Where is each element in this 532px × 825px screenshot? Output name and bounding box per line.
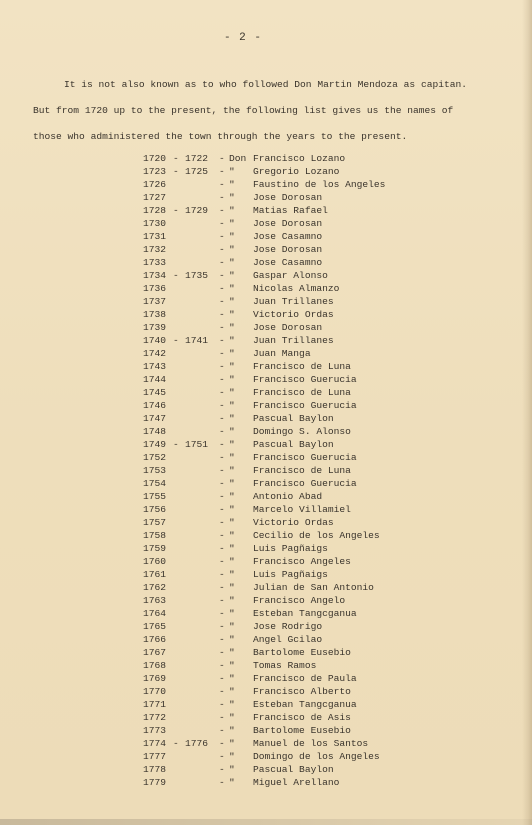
entry-separator: - <box>219 179 225 190</box>
administrator-name: Luis Pagñaigs <box>253 569 328 580</box>
honorific: " <box>229 543 235 554</box>
honorific: " <box>229 673 235 684</box>
entry-separator: - <box>219 673 225 684</box>
list-item <box>143 360 473 373</box>
list-item <box>143 477 473 490</box>
honorific: " <box>229 504 235 515</box>
administrator-name: Nicolas Almanzo <box>253 283 340 294</box>
administrator-name: Francisco de Luna <box>253 465 351 476</box>
paper-edge-shadow <box>522 0 532 825</box>
administrator-name: Jose Dorosan <box>253 244 323 255</box>
entry-separator: - <box>219 270 225 281</box>
list-item <box>143 464 473 477</box>
honorific: " <box>229 426 235 437</box>
honorific: " <box>229 647 235 658</box>
term-start-year: 1723 <box>143 166 167 177</box>
list-item <box>143 230 473 243</box>
administrator-name: Pascual Baylon <box>253 413 334 424</box>
administrator-name: Gaspar Alonso <box>253 270 328 281</box>
term-end-year: 1776 <box>185 738 209 749</box>
entry-separator: - <box>219 595 225 606</box>
honorific: " <box>229 660 235 671</box>
administrator-name: Domingo S. Alonso <box>253 426 351 437</box>
term-start-year: 1734 <box>143 270 167 281</box>
term-end-year: 1729 <box>185 205 209 216</box>
term-start-year: 1773 <box>143 725 167 736</box>
administrator-name: Juan Trillanes <box>253 296 334 307</box>
administrator-name: Angel Gcilao <box>253 634 323 645</box>
entry-separator: - <box>219 699 225 710</box>
honorific: " <box>229 491 235 502</box>
administrator-name: Francisco Guerucia <box>253 452 357 463</box>
administrator-name: Domingo de los Angeles <box>253 751 380 762</box>
list-item <box>143 425 473 438</box>
list-item <box>143 373 473 386</box>
honorific: " <box>229 595 235 606</box>
page-number: - 2 - <box>223 32 262 44</box>
list-item <box>143 191 473 204</box>
list-item <box>143 386 473 399</box>
entry-separator: - <box>219 725 225 736</box>
term-start-year: 1730 <box>143 218 167 229</box>
administrator-name: Juan Manga <box>253 348 311 359</box>
list-item <box>143 737 473 750</box>
list-item <box>143 763 473 776</box>
term-start-year: 1768 <box>143 660 167 671</box>
term-start-year: 1771 <box>143 699 167 710</box>
entry-separator: - <box>219 569 225 580</box>
term-start-year: 1770 <box>143 686 167 697</box>
entry-separator: - <box>219 504 225 515</box>
administrator-name: Cecilio de los Angeles <box>253 530 380 541</box>
honorific: " <box>229 413 235 424</box>
administrator-name: Faustino de los Angeles <box>253 179 386 190</box>
entry-separator: - <box>219 361 225 372</box>
honorific: " <box>229 309 235 320</box>
administrator-name: Francisco de Luna <box>253 361 351 372</box>
honorific: " <box>229 205 235 216</box>
term-start-year: 1743 <box>143 361 167 372</box>
term-start-year: 1767 <box>143 647 167 658</box>
term-start-year: 1737 <box>143 296 167 307</box>
term-start-year: 1747 <box>143 413 167 424</box>
administrator-name: Pascual Baylon <box>253 439 334 450</box>
term-start-year: 1745 <box>143 387 167 398</box>
honorific: " <box>229 738 235 749</box>
term-start-year: 1749 <box>143 439 167 450</box>
entry-separator: - <box>219 738 225 749</box>
administrator-name: Jose Casamno <box>253 231 323 242</box>
administrator-name: Francisco de Asis <box>253 712 351 723</box>
term-start-year: 1769 <box>143 673 167 684</box>
list-item <box>143 724 473 737</box>
administrator-name: Pascual Baylon <box>253 764 334 775</box>
term-start-year: 1760 <box>143 556 167 567</box>
list-item <box>143 243 473 256</box>
honorific: " <box>229 166 235 177</box>
entry-separator: - <box>219 452 225 463</box>
term-range-dash: - <box>173 439 179 450</box>
honorific: " <box>229 283 235 294</box>
honorific: " <box>229 556 235 567</box>
term-start-year: 1728 <box>143 205 167 216</box>
administrator-name: Francisco Guerucia <box>253 478 357 489</box>
list-item <box>143 490 473 503</box>
term-start-year: 1744 <box>143 374 167 385</box>
honorific: " <box>229 751 235 762</box>
entry-separator: - <box>219 764 225 775</box>
intro-line: those who administered the town through the years to the present. <box>33 131 408 142</box>
entry-separator: - <box>219 556 225 567</box>
term-start-year: 1726 <box>143 179 167 190</box>
honorific: " <box>229 361 235 372</box>
term-start-year: 1742 <box>143 348 167 359</box>
list-item <box>143 555 473 568</box>
list-item <box>143 776 473 789</box>
administrator-name: Francisco Guerucia <box>253 400 357 411</box>
administrator-name: Miguel Arellano <box>253 777 340 788</box>
entry-separator: - <box>219 205 225 216</box>
term-start-year: 1754 <box>143 478 167 489</box>
administrator-name: Manuel de los Santos <box>253 738 369 749</box>
term-end-year: 1751 <box>185 439 209 450</box>
term-start-year: 1738 <box>143 309 167 320</box>
list-item <box>143 399 473 412</box>
honorific: " <box>229 179 235 190</box>
list-item <box>143 451 473 464</box>
honorific: " <box>229 322 235 333</box>
administrator-name: Jose Dorosan <box>253 192 323 203</box>
administrator-name: Juan Trillanes <box>253 335 334 346</box>
honorific: " <box>229 192 235 203</box>
entry-separator: - <box>219 543 225 554</box>
intro-line: It is not also known as to who followed Don Martin Mendoza as capitan. <box>64 79 468 90</box>
administrator-name: Francisco Angeles <box>253 556 351 567</box>
term-start-year: 1774 <box>143 738 167 749</box>
honorific: " <box>229 582 235 593</box>
administrator-name: Esteban Tangcganua <box>253 699 357 710</box>
administrator-name: Francisco de Luna <box>253 387 351 398</box>
list-item <box>143 568 473 581</box>
entry-separator: - <box>219 218 225 229</box>
intro-paragraph <box>33 72 503 150</box>
term-start-year: 1765 <box>143 621 167 632</box>
honorific: " <box>229 530 235 541</box>
honorific: " <box>229 218 235 229</box>
honorific: " <box>229 517 235 528</box>
entry-separator: - <box>219 335 225 346</box>
list-item <box>143 516 473 529</box>
list-item <box>143 594 473 607</box>
term-range-dash: - <box>173 205 179 216</box>
administrator-name: Tomas Ramos <box>253 660 317 671</box>
administrator-name: Antonio Abad <box>253 491 323 502</box>
list-item <box>143 750 473 763</box>
administrator-name: Julian de San Antonio <box>253 582 374 593</box>
honorific: " <box>229 621 235 632</box>
list-item <box>143 633 473 646</box>
administrator-name: Francisco Guerucia <box>253 374 357 385</box>
term-start-year: 1740 <box>143 335 167 346</box>
term-start-year: 1772 <box>143 712 167 723</box>
honorific: " <box>229 244 235 255</box>
list-item <box>143 659 473 672</box>
entry-separator: - <box>219 400 225 411</box>
entry-separator: - <box>219 634 225 645</box>
entry-separator: - <box>219 348 225 359</box>
entry-separator: - <box>219 478 225 489</box>
honorific: " <box>229 270 235 281</box>
administrator-name: Victorio Ordas <box>253 309 334 320</box>
list-item <box>143 698 473 711</box>
honorific: " <box>229 634 235 645</box>
entry-separator: - <box>219 244 225 255</box>
list-item <box>143 256 473 269</box>
list-item <box>143 334 473 347</box>
term-end-year: 1722 <box>185 153 209 164</box>
honorific: " <box>229 400 235 411</box>
term-start-year: 1756 <box>143 504 167 515</box>
list-item <box>143 503 473 516</box>
entry-separator: - <box>219 491 225 502</box>
honorific: " <box>229 712 235 723</box>
honorific: " <box>229 348 235 359</box>
entry-separator: - <box>219 751 225 762</box>
honorific: " <box>229 374 235 385</box>
list-item <box>143 178 473 191</box>
term-start-year: 1720 <box>143 153 167 164</box>
list-item <box>143 282 473 295</box>
list-item <box>143 542 473 555</box>
list-item <box>143 711 473 724</box>
honorific: " <box>229 231 235 242</box>
list-item <box>143 321 473 334</box>
honorific: " <box>229 439 235 450</box>
honorific: " <box>229 387 235 398</box>
honorific: " <box>229 725 235 736</box>
term-start-year: 1777 <box>143 751 167 762</box>
entry-separator: - <box>219 296 225 307</box>
honorific: " <box>229 764 235 775</box>
administrator-name: Jose Rodrigo <box>253 621 323 632</box>
term-range-dash: - <box>173 335 179 346</box>
honorific: " <box>229 335 235 346</box>
administrator-name: Victorio Ordas <box>253 517 334 528</box>
entry-separator: - <box>219 283 225 294</box>
entry-separator: - <box>219 309 225 320</box>
administrator-name: Francisco Angelo <box>253 595 346 606</box>
administrator-name: Luis Pagñaigs <box>253 543 328 554</box>
honorific: " <box>229 686 235 697</box>
entry-separator: - <box>219 621 225 632</box>
intro-line: But from 1720 up to the present, the following list gives us the names of <box>33 105 454 116</box>
term-start-year: 1757 <box>143 517 167 528</box>
honorific: " <box>229 777 235 788</box>
administrator-name: Matias Rafael <box>253 205 328 216</box>
administrator-name: Gregorio Lozano <box>253 166 340 177</box>
list-item <box>143 412 473 425</box>
term-start-year: 1748 <box>143 426 167 437</box>
list-item <box>143 438 473 451</box>
list-item <box>143 152 473 165</box>
term-start-year: 1758 <box>143 530 167 541</box>
honorific: " <box>229 608 235 619</box>
term-start-year: 1778 <box>143 764 167 775</box>
term-start-year: 1746 <box>143 400 167 411</box>
entry-separator: - <box>219 374 225 385</box>
entry-separator: - <box>219 777 225 788</box>
term-range-dash: - <box>173 153 179 164</box>
list-item <box>143 308 473 321</box>
term-start-year: 1739 <box>143 322 167 333</box>
entry-separator: - <box>219 231 225 242</box>
list-item <box>143 165 473 178</box>
term-end-year: 1735 <box>185 270 209 281</box>
entry-separator: - <box>219 517 225 528</box>
honorific: " <box>229 296 235 307</box>
entry-separator: - <box>219 660 225 671</box>
term-start-year: 1761 <box>143 569 167 580</box>
term-start-year: 1731 <box>143 231 167 242</box>
list-item <box>143 646 473 659</box>
entry-separator: - <box>219 426 225 437</box>
term-start-year: 1779 <box>143 777 167 788</box>
administrator-name: Francisco Lozano <box>253 153 346 164</box>
entry-separator: - <box>219 166 225 177</box>
entry-separator: - <box>219 647 225 658</box>
term-start-year: 1727 <box>143 192 167 203</box>
entry-separator: - <box>219 608 225 619</box>
entry-separator: - <box>219 686 225 697</box>
administrator-name: Esteban Tangcganua <box>253 608 357 619</box>
entry-separator: - <box>219 387 225 398</box>
honorific: Don <box>229 153 247 164</box>
term-start-year: 1766 <box>143 634 167 645</box>
list-item <box>143 620 473 633</box>
scan-bottom-edge <box>0 819 532 825</box>
entry-separator: - <box>219 582 225 593</box>
list-item <box>143 529 473 542</box>
term-range-dash: - <box>173 166 179 177</box>
administrator-name: Jose Dorosan <box>253 322 323 333</box>
administrator-name: Jose Casamno <box>253 257 323 268</box>
entry-separator: - <box>219 413 225 424</box>
entry-separator: - <box>219 257 225 268</box>
honorific: " <box>229 257 235 268</box>
entry-separator: - <box>219 153 225 164</box>
honorific: " <box>229 699 235 710</box>
list-item <box>143 269 473 282</box>
term-range-dash: - <box>173 270 179 281</box>
list-item <box>143 204 473 217</box>
entry-separator: - <box>219 439 225 450</box>
entry-separator: - <box>219 465 225 476</box>
term-start-year: 1753 <box>143 465 167 476</box>
list-item <box>143 217 473 230</box>
term-start-year: 1732 <box>143 244 167 255</box>
term-range-dash: - <box>173 738 179 749</box>
term-end-year: 1725 <box>185 166 209 177</box>
entry-separator: - <box>219 192 225 203</box>
term-start-year: 1736 <box>143 283 167 294</box>
administrator-list <box>143 152 473 789</box>
administrator-name: Bartolome Eusebio <box>253 725 351 736</box>
term-start-year: 1762 <box>143 582 167 593</box>
administrator-name: Bartolome Eusebio <box>253 647 351 658</box>
honorific: " <box>229 452 235 463</box>
administrator-name: Marcelo Villamiel <box>253 504 351 515</box>
honorific: " <box>229 465 235 476</box>
administrator-name: Francisco de Paula <box>253 673 357 684</box>
honorific: " <box>229 569 235 580</box>
list-item <box>143 607 473 620</box>
honorific: " <box>229 478 235 489</box>
administrator-name: Jose Dorosan <box>253 218 323 229</box>
term-start-year: 1755 <box>143 491 167 502</box>
entry-separator: - <box>219 712 225 723</box>
entry-separator: - <box>219 322 225 333</box>
list-item <box>143 685 473 698</box>
term-start-year: 1752 <box>143 452 167 463</box>
list-item <box>143 581 473 594</box>
term-start-year: 1759 <box>143 543 167 554</box>
term-start-year: 1764 <box>143 608 167 619</box>
entry-separator: - <box>219 530 225 541</box>
list-item <box>143 347 473 360</box>
term-start-year: 1763 <box>143 595 167 606</box>
administrator-name: Francisco Alberto <box>253 686 351 697</box>
term-end-year: 1741 <box>185 335 209 346</box>
term-start-year: 1733 <box>143 257 167 268</box>
list-item <box>143 295 473 308</box>
list-item <box>143 672 473 685</box>
